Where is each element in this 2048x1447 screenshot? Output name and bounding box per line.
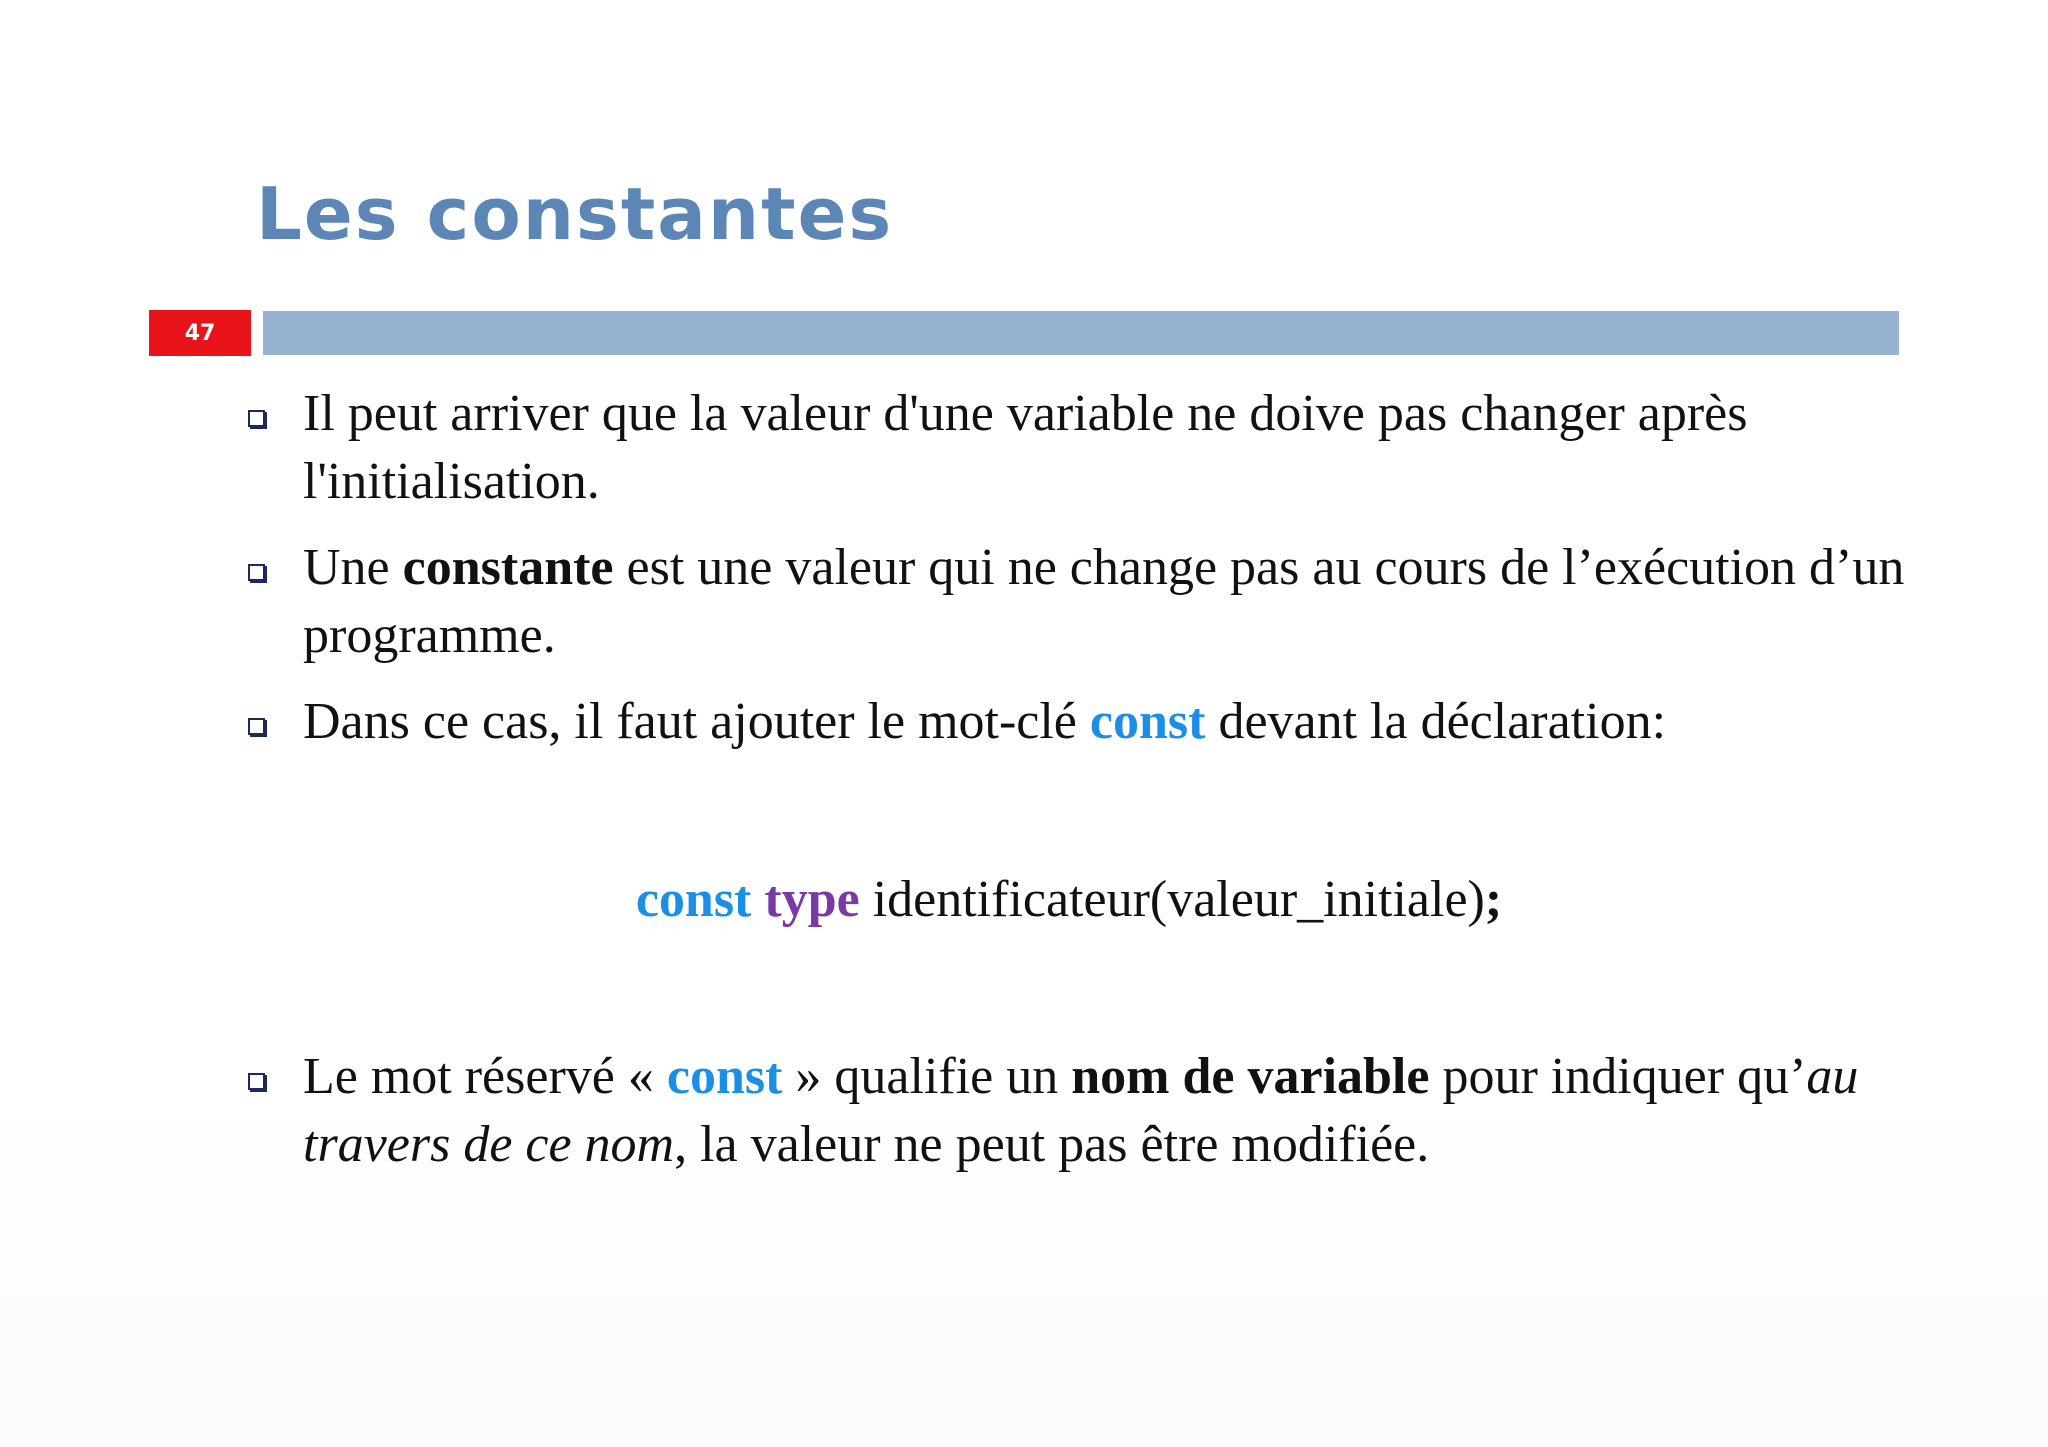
slide-number: 47	[184, 320, 216, 346]
keyword-const: const	[1089, 693, 1206, 750]
bullet-text: Il peut arriver que la valeur d'une variable ne doive pas changer après l'initialisation.	[303, 385, 1748, 510]
code-keyword-const: const	[635, 871, 752, 928]
square-bullet-icon	[248, 1073, 265, 1090]
square-bullet-icon	[248, 410, 265, 427]
code-semicolon: ;	[1484, 871, 1503, 928]
bullet-list	[240, 380, 1940, 774]
bullet-item-2	[240, 534, 1940, 670]
bullet-text-pre: Le mot réservé «	[303, 1048, 667, 1105]
slide-number-badge	[149, 310, 251, 356]
square-bullet-icon	[248, 564, 265, 581]
bullet-text-mid2: pour indiquer qu’	[1429, 1048, 1807, 1105]
bullet-item-1	[240, 380, 1940, 516]
bullet-text-post: , la valeur ne peut pas être modifiée.	[674, 1116, 1430, 1173]
code-syntax-line	[0, 866, 2048, 934]
bullet-text-mid: » qualifie un	[782, 1048, 1072, 1105]
bullet-text-pre: Dans ce cas, il faut ajouter le mot-clé	[303, 693, 1090, 750]
bullet-list-2	[240, 1043, 1940, 1197]
square-bullet-icon	[248, 718, 265, 735]
bullet-item-4	[240, 1043, 1940, 1179]
code-keyword-type: type	[764, 871, 860, 928]
bullet-item-3	[240, 688, 1940, 756]
term-nom-de-variable: nom de variable	[1071, 1048, 1430, 1105]
keyword-const: const	[666, 1048, 783, 1105]
bullet-text-post: est une valeur qui ne change pas au cours de l’exécution d’un programme.	[303, 539, 1905, 664]
bullet-text-pre: Une	[303, 539, 403, 596]
code-identifier: identificateur(valeur_initiale)	[859, 871, 1485, 928]
term-constante: constante	[402, 539, 614, 596]
italic-phrase: au travers de ce nom	[303, 1048, 1859, 1173]
bullet-text-post: devant la déclaration:	[1205, 693, 1667, 750]
title-divider-bar	[263, 311, 1899, 355]
slide-title: Les constantes	[256, 172, 894, 256]
